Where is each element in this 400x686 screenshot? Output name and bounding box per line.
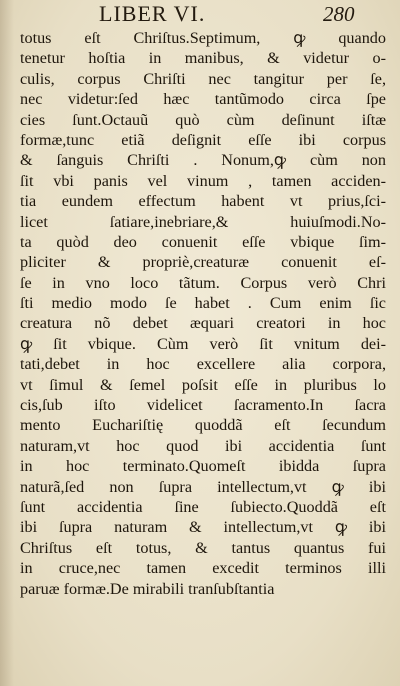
text-line: totus eſt Chriſtus.Septimum, ꝙ quando	[20, 29, 386, 47]
text-line: nec videtur:ſed hæc tantũmodo circa ſpe	[20, 90, 386, 109]
text-line: in cruce,nec tamen excedit terminos illi	[20, 559, 386, 578]
text-line: & ſanguis Chriſti . Nonum,ꝙ cùm non	[20, 151, 386, 170]
text-line: tia eundem effectum habent vt prius,ſci-	[20, 192, 386, 211]
text-line: mento Euchariſtię quoddã eſt ſecundum	[20, 416, 386, 435]
text-line: culis, corpus Chriſti nec tangitur per ſe,	[20, 69, 386, 88]
text-line: paruæ formæ.De mirabili tranſubſtantia	[20, 579, 275, 598]
page-header	[0, 2, 400, 28]
text-line: vt ſimul & ſemel poſsit eſſe in pluribus lo	[20, 375, 386, 394]
text-line: ibi ſupra naturam & intellectum,vt ꝙ ibi	[20, 518, 386, 537]
text-line: tenetur hoſtia in manibus, & videtur o-	[20, 49, 386, 68]
gutter-shadow	[0, 0, 14, 686]
text-line: naturã,ſed non ſupra intellectum,vt ꝙ ibi	[20, 477, 386, 496]
text-line: Chriſtus eſt totus, & tantus quantus fui	[20, 538, 386, 557]
text-line: ſunt accidentia ſine ſubiecto.Quoddã eſt	[20, 497, 386, 516]
text-line: ta quòd deo conuenit eſſe vbique ſim-	[20, 232, 386, 251]
text-line: cies ſunt.Octauũ quò cùm deſinunt iſtæ	[20, 110, 386, 129]
text-line: in hoc terminato.Quomeſt ibidda ſupra	[20, 457, 386, 476]
text-line: ꝙ ſit vbique. Cùm verò ſit vnitum dei-	[20, 334, 386, 353]
body-text	[20, 28, 386, 599]
text-line: ſe in vno loco tãtum. Corpus verò Chri	[20, 273, 386, 292]
text-line: formæ,tunc etiã deſignit eſſe ibi corpus	[20, 130, 386, 149]
page-number: 280	[323, 2, 355, 26]
text-line: licet ſatiare,inebriare,& huiuſmodi.No-	[20, 212, 386, 231]
text-line: naturam,vt hoc quod ibi accidentia ſunt	[20, 436, 386, 455]
text-line: pliciter & propriè,creaturæ conuenit eſ-	[20, 253, 386, 272]
text-line: cis,ſub iſto videlicet ſacramento.In ſacra	[20, 396, 386, 415]
running-head: LIBER VI.	[99, 1, 206, 26]
text-line: creatura nõ debet æquari creatori in hoc	[20, 314, 386, 333]
text-line: ſit vbi panis vel vinum , tamen acciden-	[20, 171, 386, 190]
text-line: tati,debet in hoc excellere alia corpora,	[20, 355, 386, 374]
text-line: ſti medio modo ſe habet . Cum enim ſic	[20, 294, 386, 313]
